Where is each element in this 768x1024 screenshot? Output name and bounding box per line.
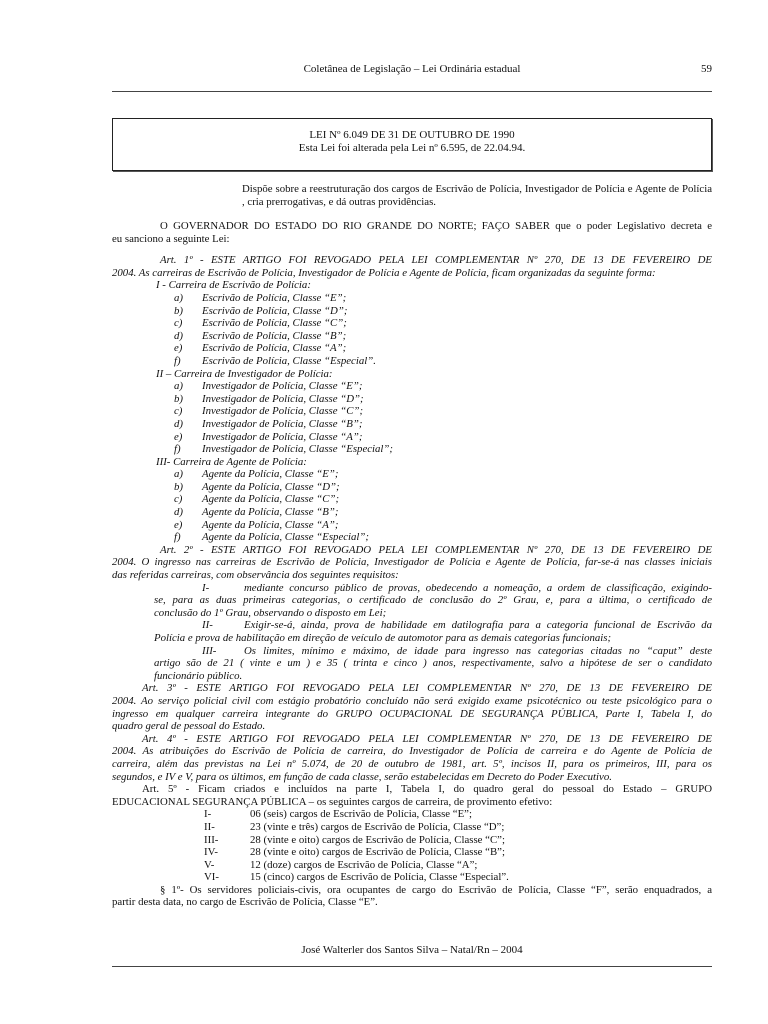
list-item xyxy=(112,393,712,406)
item-letter: a) xyxy=(174,291,183,304)
law-title-box xyxy=(112,118,712,171)
item-text: 12 (doze) cargos de Escrivão de Polícia, Classe “A”; xyxy=(250,858,478,871)
item-letter: d) xyxy=(174,329,183,342)
inciso-label: III- xyxy=(202,644,217,657)
article-4-text: carreira, além das previstas na Lei nº 5.074, de 20 de outubro de 1981, art. 5º, incisos II, para os primeiros, III, para os xyxy=(112,757,712,770)
inciso-text: artigo são de 21 ( vinte e um ) e 35 ( trinta e cinco ) anos, respectivamente, salvo a hipótese de ser o candidato xyxy=(154,657,712,670)
item-text: Agente da Polícia, Classe “A”; xyxy=(202,518,339,531)
list-item xyxy=(112,859,712,872)
item-letter: b) xyxy=(174,304,183,317)
item-text: Escrivão de Polícia, Classe “E”; xyxy=(202,291,347,304)
header-title: Coletânea de Legislação – Lei Ordinária estadual xyxy=(303,63,521,75)
list-item xyxy=(112,531,712,544)
item-text: Agente da Polícia, Classe “E”; xyxy=(202,468,339,481)
list-item xyxy=(112,846,712,859)
item-letter: c) xyxy=(174,317,183,330)
item-text: Escrivão de Polícia, Classe “Especial”. xyxy=(202,354,376,367)
list-item xyxy=(112,405,712,418)
article-3-heading: Art. 3º - ESTE ARTIGO FOI REVOGADO PELA LEI COMPLEMENTAR Nº 270, DE 13 DE FEVEREIRO DE xyxy=(142,682,712,695)
item-text: Agente da Polícia, Classe “D”; xyxy=(202,480,340,493)
article-3-text: 2004. Ao serviço policial civil com estágio probatório concluído não será exigido exame psicotécnico ou teste psicológico para o xyxy=(112,694,712,707)
article-2-heading: Art. 2º - ESTE ARTIGO FOI REVOGADO PELA LEI COMPLEMENTAR Nº 270, DE 13 DE FEVEREIRO DE xyxy=(160,543,712,556)
inciso-text: conclusão do 1º Grau, observando o disposto em Lei; xyxy=(154,606,387,619)
header-rule xyxy=(112,91,712,92)
item-text: Investigador de Polícia, Classe “B”; xyxy=(202,417,363,430)
preamble-line: eu sanciono a seguinte Lei: xyxy=(112,232,230,245)
inciso-text: Os limites, mínimo e máximo, de idade para ingresso nas categorias citadas no “caput” deste xyxy=(244,644,712,657)
item-text: Escrivão de Polícia, Classe “A”; xyxy=(202,342,347,355)
career-heading: III- Carreira de Agente de Polícia: xyxy=(156,455,307,468)
item-letter: c) xyxy=(174,493,183,506)
article-4-text: segundos, e IV e V, para os últimos, em função de cada classe, serão estabelecidas em Decreto do Poder Executivo. xyxy=(112,770,612,783)
item-letter: e) xyxy=(174,342,183,355)
item-letter: b) xyxy=(174,392,183,405)
list-item xyxy=(112,481,712,494)
law-body xyxy=(112,220,712,909)
item-letter: f) xyxy=(174,531,181,544)
paragraph-1: partir desta data, no cargo de Escrivão de Polícia, Classe “E”. xyxy=(112,896,378,909)
paragraph-1: § 1º- Os servidores policiais-civis, ora ocupantes de cargo do Escrivão de Polícia, Classe “F”, serão enquadrados, a xyxy=(160,883,712,896)
inciso-text: funcionário público. xyxy=(154,669,243,682)
inciso xyxy=(112,645,712,658)
inciso xyxy=(112,619,712,632)
article-2-text: das referidas carreiras, com observância dos seguintes requisitos: xyxy=(112,569,399,582)
footer-rule xyxy=(112,966,712,967)
page-footer: José Walterler dos Santos Silva – Natal/Rn – 2004 xyxy=(301,944,523,956)
list-item xyxy=(112,519,712,532)
item-roman: III- xyxy=(204,833,219,846)
item-text: Investigador de Polícia, Classe “Especial”; xyxy=(202,443,394,456)
inciso-label: II- xyxy=(202,619,213,632)
item-text: Investigador de Polícia, Classe “D”; xyxy=(202,392,364,405)
career-heading: I - Carreira de Escrivão de Polícia: xyxy=(156,279,311,292)
article-4-text: 2004. As atribuições do Escrivão de Polícia de carreira, do Investigador de Polícia de carreira e do Agente de Polícia de xyxy=(112,745,712,758)
inciso-text: Polícia e prova de habilitação em direção de veículo de automotor para as demais categorias funcionais; xyxy=(154,632,612,644)
item-roman: II- xyxy=(204,820,215,833)
page-number: 59 xyxy=(701,63,712,75)
item-letter: f) xyxy=(174,354,181,367)
preamble-line: O GOVERNADOR DO ESTADO DO RIO GRANDE DO NORTE; FAÇO SABER que o poder Legislativo decreta e xyxy=(160,220,712,232)
item-text: Agente da Polícia, Classe “C”; xyxy=(202,493,340,506)
list-item xyxy=(112,493,712,506)
list-item xyxy=(112,355,712,368)
article-1-heading: Art. 1º - ESTE ARTIGO FOI REVOGADO PELA LEI COMPLEMENTAR Nº 270, DE 13 DE FEVEREIRO DE xyxy=(160,254,712,267)
list-item xyxy=(112,468,712,481)
career-heading: II – Carreira de Investigador de Polícia: xyxy=(156,367,333,380)
article-4-heading: Art. 4º - ESTE ARTIGO FOI REVOGADO PELA LEI COMPLEMENTAR Nº 270, DE 13 DE FEVEREIRO DE xyxy=(142,732,712,745)
item-letter: b) xyxy=(174,480,183,493)
item-text: Investigador de Polícia, Classe “C”; xyxy=(202,405,364,418)
item-letter: d) xyxy=(174,506,183,519)
item-letter: f) xyxy=(174,443,181,456)
article-3-text: ingresso em qualquer carreira integrante do GRUPO OCUPACIONAL DE SEGURANÇA PÚBLICA, Parte I, Tabela I, do xyxy=(112,707,712,720)
item-roman: IV- xyxy=(204,846,218,859)
article-2-text: 2004. O ingresso nas carreiras de Escrivão de Polícia, Investigador de Polícia e Agente de Polícia, far-se-á nas classes iniciais xyxy=(112,556,712,569)
inciso xyxy=(112,582,712,595)
law-summary: Dispõe sobre a reestruturação dos cargos de Escrivão de Polícia, Investigador de Polícia e Agente de Polícia , cria prerrogativas, e dá outras providências. xyxy=(242,183,712,208)
item-text: Agente da Polícia, Classe “B”; xyxy=(202,506,339,519)
item-roman: V- xyxy=(204,858,215,871)
list-item xyxy=(112,305,712,318)
inciso-label: I- xyxy=(202,581,210,594)
item-roman: I- xyxy=(204,808,212,821)
item-text: 23 (vinte e três) cargos de Escrivão de Polícia, Classe “D”; xyxy=(250,820,505,833)
list-item xyxy=(112,506,712,519)
item-text: 28 (vinte e oito) cargos de Escrivão de Polícia, Classe “B”; xyxy=(250,846,505,859)
item-text: Escrivão de Polícia, Classe “B”; xyxy=(202,329,347,342)
inciso-text: Exigir-se-á, ainda, prova de habilidade em datilografia para a categoria funcional de Escrivão da xyxy=(244,619,712,632)
item-letter: a) xyxy=(174,468,183,481)
item-text: Escrivão de Polícia, Classe “C”; xyxy=(202,317,347,330)
item-letter: e) xyxy=(174,518,183,531)
item-text: 06 (seis) cargos de Escrivão de Polícia, Classe “E”; xyxy=(250,808,472,821)
inciso-text: mediante concurso público de provas, obedecendo a nomeação, a ordem de classificação, exigindo- xyxy=(244,581,712,594)
list-item xyxy=(112,871,712,884)
item-text: 28 (vinte e oito) cargos de Escrivão de Polícia, Classe “C”; xyxy=(250,833,505,846)
list-item xyxy=(112,292,712,305)
list-item xyxy=(112,821,712,834)
list-item xyxy=(112,808,712,821)
item-text: Escrivão de Polícia, Classe “D”; xyxy=(202,304,348,317)
law-title: LEI Nº 6.049 DE 31 DE OUTUBRO DE 1990 xyxy=(309,129,515,141)
item-text: Agente da Polícia, Classe “Especial”; xyxy=(202,531,370,544)
item-letter: a) xyxy=(174,380,183,393)
item-text: Investigador de Polícia, Classe “A”; xyxy=(202,430,363,443)
list-item xyxy=(112,342,712,355)
page-header xyxy=(112,63,712,79)
list-item xyxy=(112,834,712,847)
list-item xyxy=(112,317,712,330)
article-5-heading: Art. 5º - Ficam criados e incluídos na parte I, Tabela I, do quadro geral do pessoal do Estado – GRUPO xyxy=(142,783,712,796)
list-item xyxy=(112,418,712,431)
law-amendment-note: Esta Lei foi alterada pela Lei nº 6.595, de 22.04.94. xyxy=(298,142,526,154)
item-text: Investigador de Polícia, Classe “E”; xyxy=(202,380,363,393)
inciso-text: se, para as duas primeiras categorias, o certificado de conclusão do 2º Grau, e, para a última, o certificado de xyxy=(154,594,712,607)
item-text: 15 (cinco) cargos de Escrivão de Polícia, Classe “Especial”. xyxy=(250,871,509,884)
item-letter: d) xyxy=(174,417,183,430)
list-item xyxy=(112,443,712,456)
article-1-text: 2004. As carreiras de Escrivão de Polícia, Investigador de Polícia e Agente de Polícia, ficam organizadas da seguinte forma: xyxy=(112,266,656,279)
list-item xyxy=(112,380,712,393)
article-3-text: quadro geral de pessoal do Estado. xyxy=(112,720,266,733)
list-item xyxy=(112,330,712,343)
item-roman: VI- xyxy=(204,871,219,884)
list-item xyxy=(112,431,712,444)
item-letter: c) xyxy=(174,405,183,418)
item-letter: e) xyxy=(174,430,183,443)
article-5-text: EDUCACIONAL SEGURANÇA PÚBLICA – os seguintes cargos de carreira, de provimento efetivo: xyxy=(112,795,553,808)
